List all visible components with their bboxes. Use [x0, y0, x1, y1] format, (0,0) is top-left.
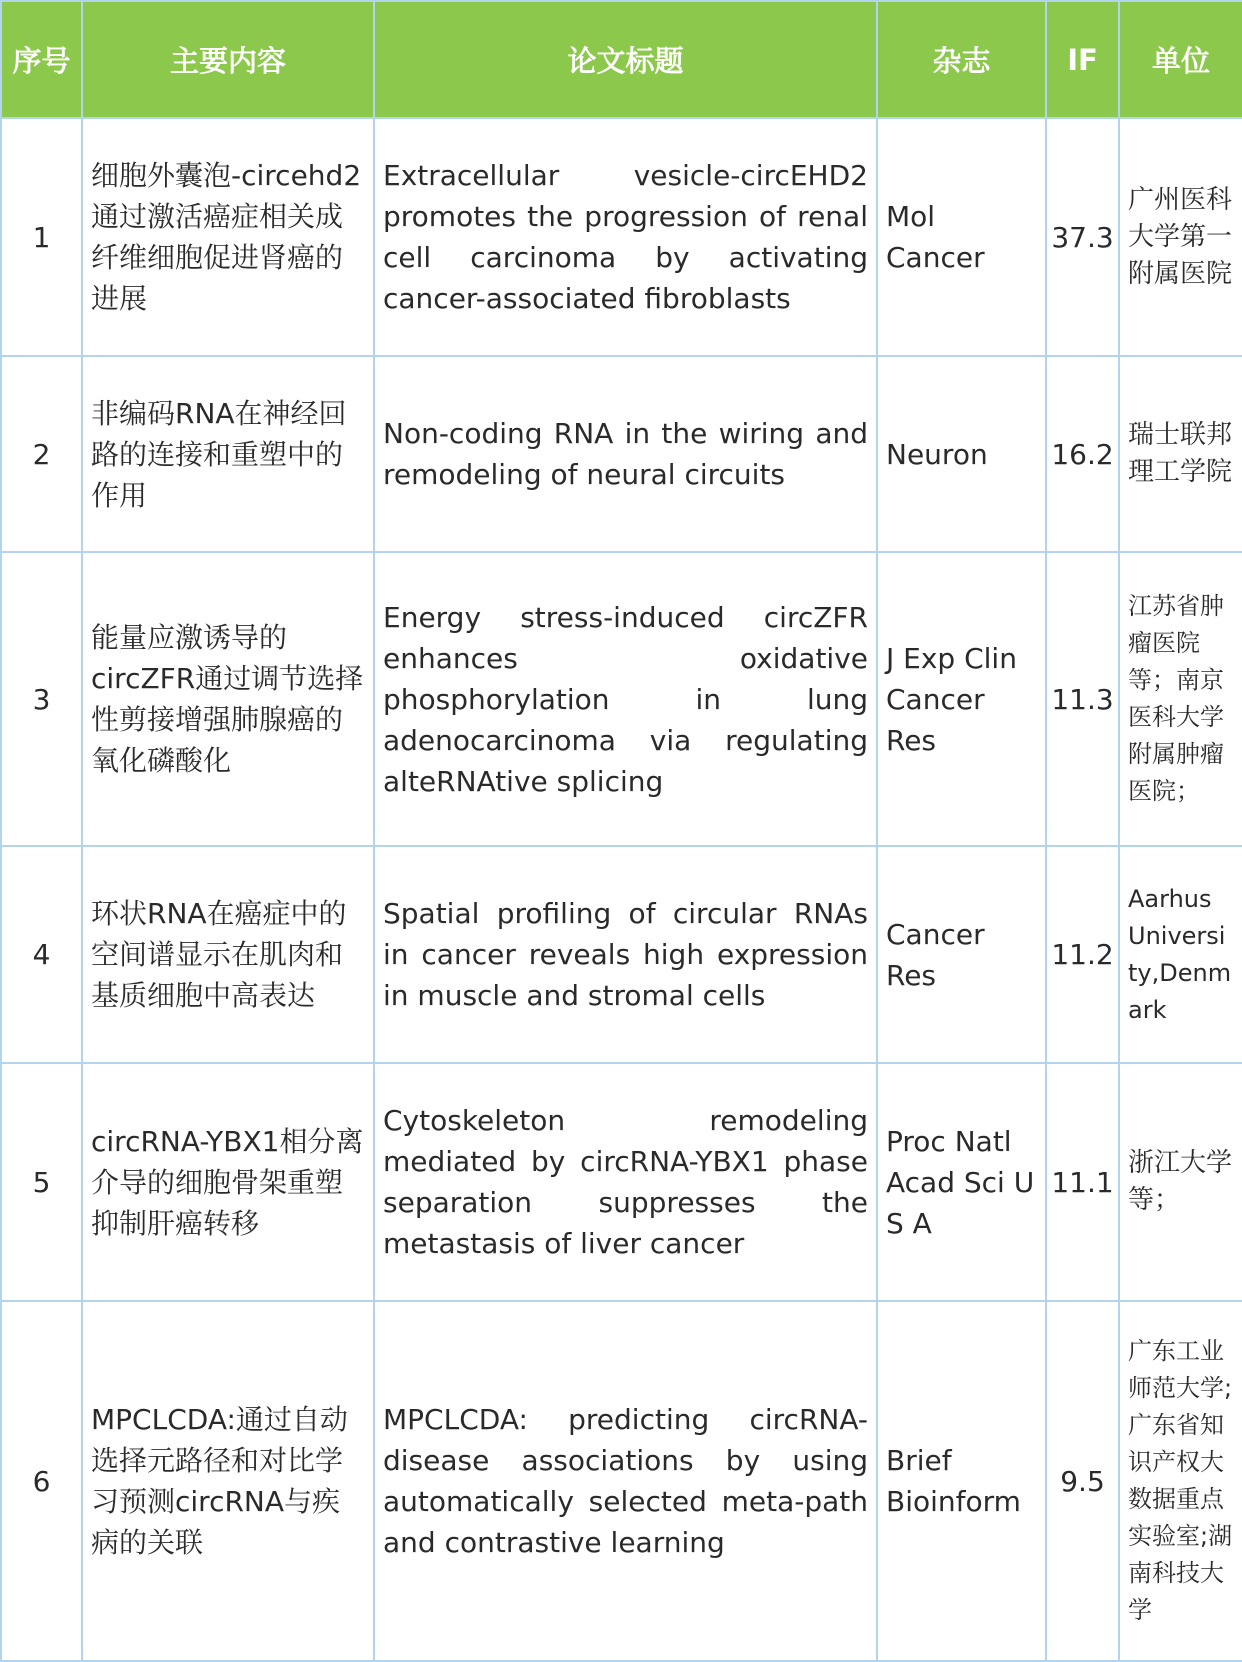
table-row [1, 118, 1242, 356]
row-no: 3 [1, 552, 82, 846]
row-title: Energy stress-induced circZFR enhances oxidative phosphorylation in lung adenocarcinoma via regulating alteRNAtive splicing [374, 552, 877, 846]
table-row [1, 846, 1242, 1063]
row-journal: J Exp Clin Cancer Res [877, 552, 1046, 846]
row-unit: 瑞士联邦理工学院 [1119, 356, 1242, 552]
row-if: 37.3 [1046, 118, 1119, 356]
row-no: 6 [1, 1301, 82, 1661]
row-journal: Brief Bioinform [877, 1301, 1046, 1661]
row-journal: Proc Natl Acad Sci U S A [877, 1063, 1046, 1301]
table-row [1, 356, 1242, 552]
table-row [1, 1063, 1242, 1301]
table-row [1, 1301, 1242, 1661]
header-if: IF [1046, 1, 1119, 118]
row-no: 4 [1, 846, 82, 1063]
row-journal: Neuron [877, 356, 1046, 552]
row-title: Extracellular vesicle-circEHD2 promotes the progression of renal cell carcinoma by activating cancer-associated fibroblasts [374, 118, 877, 356]
row-title: Cytoskeleton remodeling mediated by circRNA-YBX1 phase separation suppresses the metastasis of liver cancer [374, 1063, 877, 1301]
row-no: 2 [1, 356, 82, 552]
row-no: 1 [1, 118, 82, 356]
row-unit: Aarhus University,Denmark [1119, 846, 1242, 1063]
row-content: 非编码RNA在神经回路的连接和重塑中的作用 [82, 356, 374, 552]
row-if: 9.5 [1046, 1301, 1119, 1661]
row-title: MPCLCDA: predicting circRNA-disease associations by using automatically selected meta-path and contrastive learning [374, 1301, 877, 1661]
header-journal: 杂志 [877, 1, 1046, 118]
header-row [1, 1, 1242, 118]
header-content: 主要内容 [82, 1, 374, 118]
row-title: Spatial profiling of circular RNAs in cancer reveals high expression in muscle and stromal cells [374, 846, 877, 1063]
row-unit: 广东工业师范大学;广东省知识产权大数据重点实验室;湖南科技大学 [1119, 1301, 1242, 1661]
header-no: 序号 [1, 1, 82, 118]
row-if: 11.2 [1046, 846, 1119, 1063]
row-title: Non-coding RNA in the wiring and remodeling of neural circuits [374, 356, 877, 552]
header-unit: 单位 [1119, 1, 1242, 118]
row-content: 细胞外囊泡-circehd2通过激活癌症相关成纤维细胞促进肾癌的进展 [82, 118, 374, 356]
row-content: MPCLCDA:通过自动选择元路径和对比学习预测circRNA与疾病的关联 [82, 1301, 374, 1661]
row-content: 环状RNA在癌症中的空间谱显示在肌肉和基质细胞中高表达 [82, 846, 374, 1063]
row-unit: 广州医科大学第一附属医院 [1119, 118, 1242, 356]
row-content: circRNA-YBX1相分离介导的细胞骨架重塑抑制肝癌转移 [82, 1063, 374, 1301]
row-if: 16.2 [1046, 356, 1119, 552]
row-content: 能量应激诱导的circZFR通过调节选择性剪接增强肺腺癌的氧化磷酸化 [82, 552, 374, 846]
row-no: 5 [1, 1063, 82, 1301]
row-unit: 江苏省肿瘤医院等；南京医科大学附属肿瘤医院； [1119, 552, 1242, 846]
header-title: 论文标题 [374, 1, 877, 118]
row-journal: Cancer Res [877, 846, 1046, 1063]
row-if: 11.1 [1046, 1063, 1119, 1301]
row-if: 11.3 [1046, 552, 1119, 846]
row-journal: Mol Cancer [877, 118, 1046, 356]
table-row [1, 552, 1242, 846]
row-unit: 浙江大学等； [1119, 1063, 1242, 1301]
